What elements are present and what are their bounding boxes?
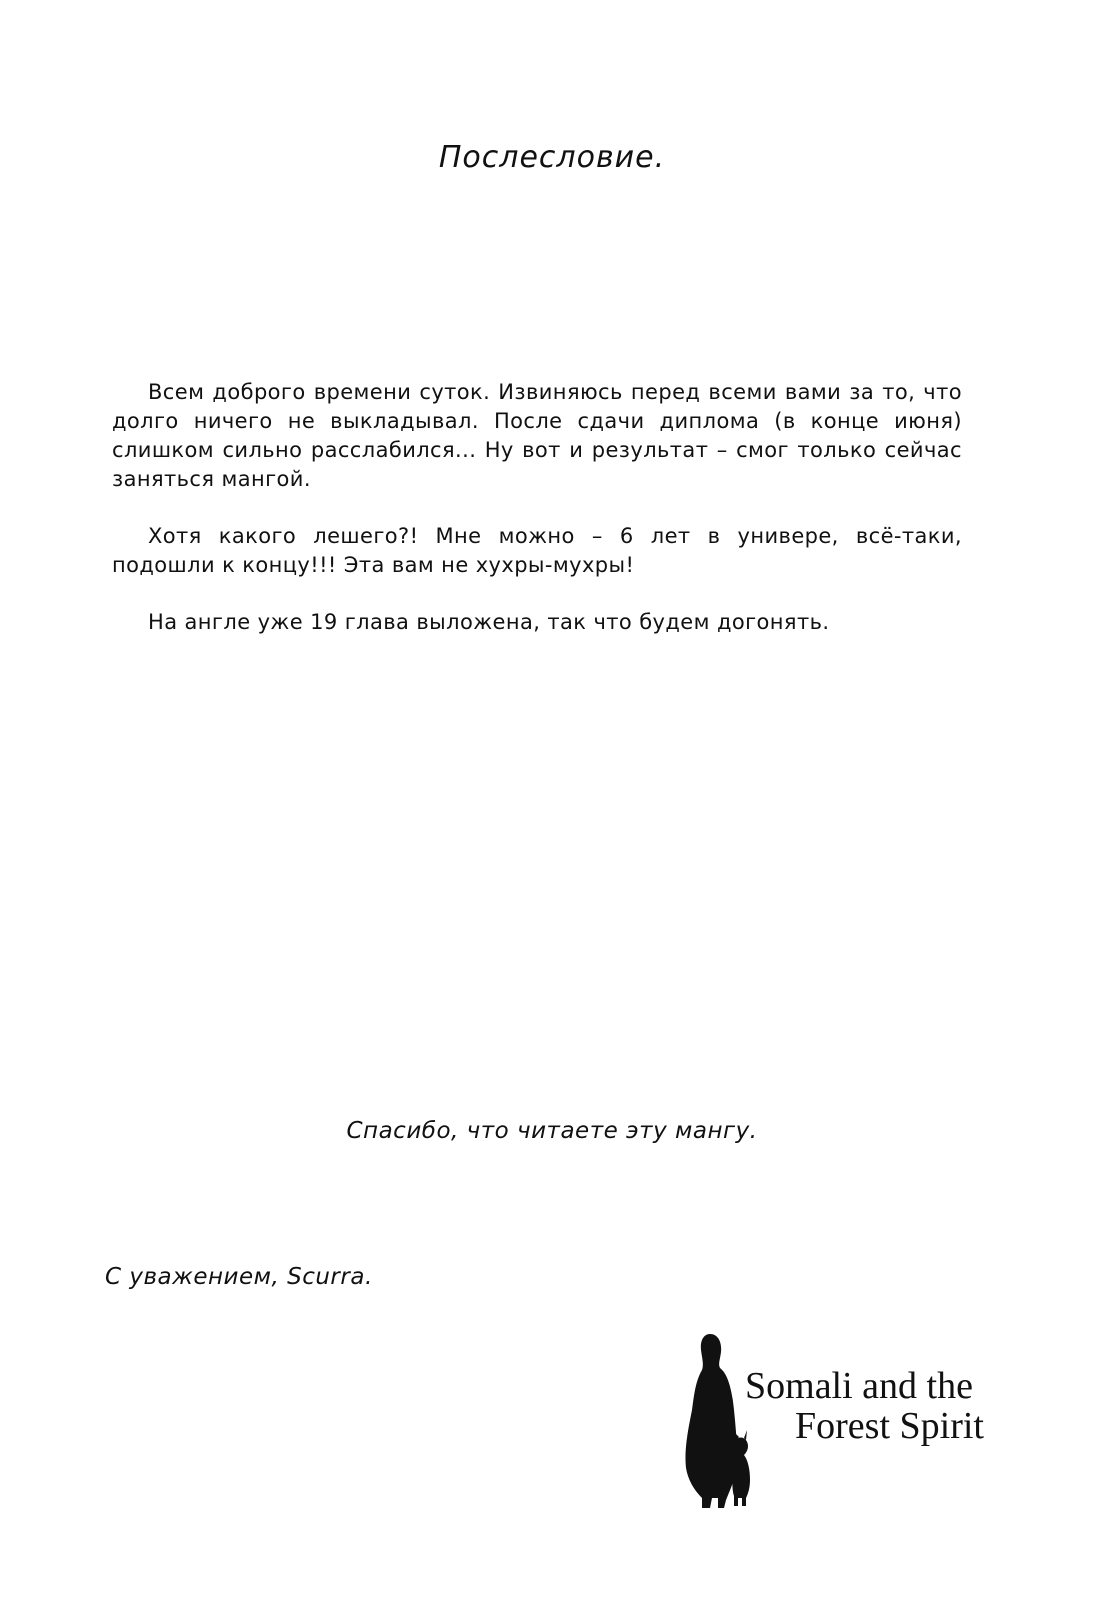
paragraph-greeting: Всем доброго времени суток. Извиняюсь перед всеми вами за то, что долго ничего не выкладывал. После сдачи диплома (в конце июня) слишком сильно расслабился... Ну вот и результат – смог только сейчас заняться мангой. bbox=[112, 380, 962, 491]
logo-title-line2: Forest Spirit bbox=[795, 1405, 984, 1447]
afterword-body bbox=[112, 378, 962, 665]
signature: С уважением, Scurra. bbox=[105, 1264, 373, 1290]
thanks-line: Спасибо, что читаете эту мангу. bbox=[346, 1118, 758, 1144]
page-title: Послесловие. bbox=[438, 140, 666, 175]
silhouette-golem-and-child-icon bbox=[680, 1330, 750, 1520]
series-logo bbox=[680, 1330, 1040, 1520]
paragraph-chapter-status: На англе уже 19 глава выложена, так что будем догонять. bbox=[148, 610, 830, 634]
paragraph-graduation: Хотя какого лешего?! Мне можно – 6 лет в универе, всё-таки, подошли к концу!!! Эта вам не хухры-мухры! bbox=[112, 524, 962, 577]
logo-title-line1: Somali and the bbox=[745, 1365, 973, 1407]
